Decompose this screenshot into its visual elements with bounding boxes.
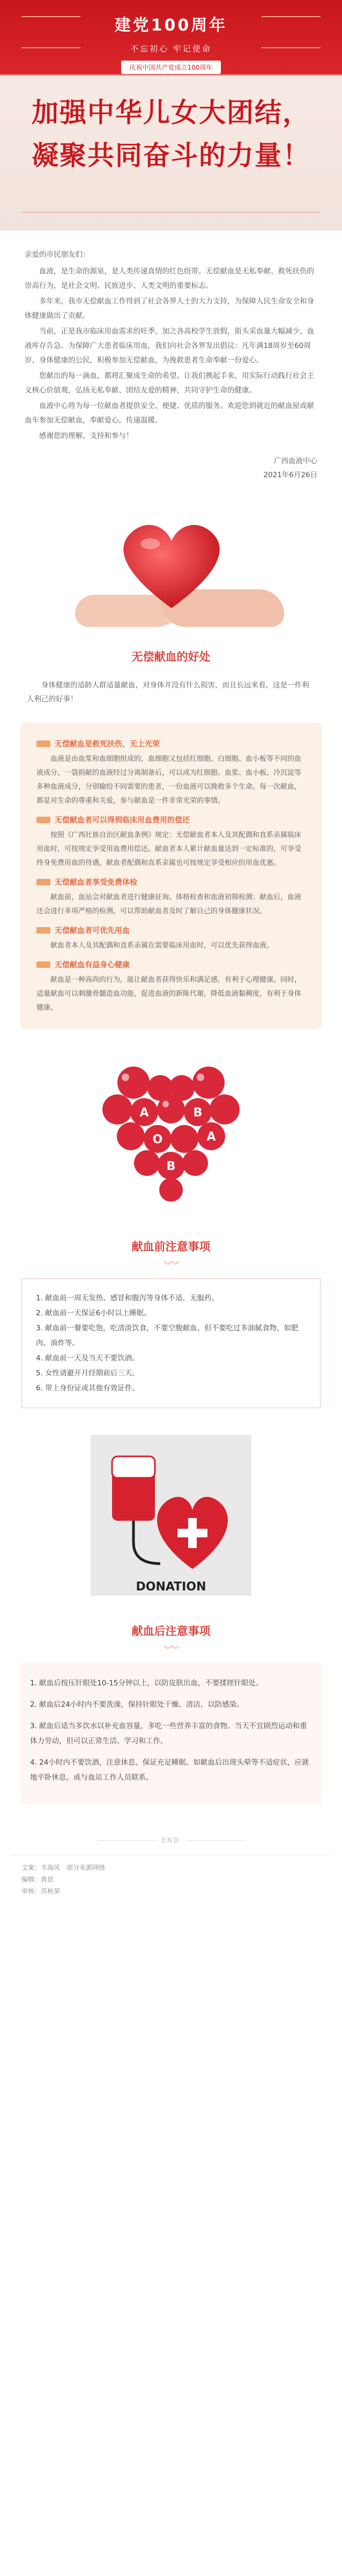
bullet-badge-icon	[36, 879, 50, 885]
header-top	[0, 0, 342, 75]
red-heart-icon	[113, 514, 231, 616]
blood-bag-heart-icon	[91, 1435, 251, 1596]
pre-note-item: 6. 带上身份证或其他有效证件。	[36, 1384, 139, 1393]
svg-text:B: B	[193, 1106, 203, 1120]
header-ribbon-right	[262, 16, 321, 48]
header-slogan-line2: 凝聚共同奋斗的力量！	[32, 140, 310, 171]
benefit-heading	[36, 815, 306, 825]
post-notes-header	[0, 1623, 342, 1655]
benefit-heading	[36, 877, 306, 887]
benefit-body-text: 献血者本人及其配偶和直系亲属在需要临床用血时，可以优先获得血液。	[50, 942, 274, 950]
benefit-heading-text: 无偿献血是救死扶伤，无上光荣	[55, 740, 160, 749]
letter-paragraph: 当前，正是我市临床用血需求的旺季，加之各高校学生放假，街头采血量大幅减少，血液库存告急。为保障广大患者临床用血，我们向社会各界发出倡议：凡年满18周岁至60周岁、身体健康的公民，积极参加无偿献血，为挽救患者生命奉献一份爱心。	[25, 327, 314, 365]
benefits-card	[20, 722, 322, 1029]
header-slogan-line1: 加强中华儿女大团结，	[32, 97, 310, 128]
benefit-body-text: 献血前，血站会对献血者进行健康征询、体格检查和血液初筛检测；献血后，血液还会进行多项严格的检测，可以帮助献血者及时了解自己的身体健康状况。	[36, 893, 302, 915]
benefits-title: 无偿献血的好处	[131, 650, 211, 663]
svg-text:B: B	[166, 1160, 176, 1173]
header-slogan	[11, 91, 331, 177]
bullet-badge-icon	[36, 817, 50, 823]
header-ribbon-left	[21, 16, 80, 48]
post-notes-title: 献血后注意事项	[131, 1625, 211, 1638]
benefit-heading-text: 无偿献血者享受免费体检	[55, 878, 137, 887]
benefit-body	[36, 828, 306, 870]
svg-text:O: O	[152, 1133, 163, 1146]
pre-note-item: 1. 献血前一周无发热、感冒和腹泻等身体不适，无服药。	[36, 1294, 219, 1302]
signature-org: 广西血液中心	[274, 457, 317, 465]
heart-balloons-illustration	[0, 1029, 342, 1227]
post-donation-notes	[0, 1623, 342, 1804]
benefit-heading	[36, 738, 306, 749]
donation-label: DONATION	[136, 1580, 206, 1594]
benefit-body	[36, 939, 306, 953]
blood-type-heart-icon	[85, 1050, 257, 1211]
chevron-down-icon: ︾︾	[163, 1260, 179, 1270]
signature-date: 2021年6月26日	[263, 471, 317, 479]
svg-text:A: A	[206, 1130, 216, 1144]
benefit-body	[36, 891, 306, 919]
header-subtitle: 不忘初心 牢记使命	[130, 44, 212, 54]
pre-notes-header	[0, 1238, 342, 1271]
benefit-body-text: 血液是由血浆和血细胞组成的，血细胞又包括红细胞、白细胞、血小板等不同的血液成分。一袋捐献的血液经过分离制备后，可以成为红细胞、血浆、血小板、冷沉淀等多种血液成分，分别输给不同需要的患者，一份血液可以挽救多个生命。每一次献血，都是对生命的尊重和关爱，参与献血是一件非常光荣的事情。	[36, 755, 302, 805]
credit-editor: 编辑：黄思	[21, 1876, 54, 1883]
pre-note-item: 2. 献血前一天保证6小时以上睡眠。	[36, 1309, 151, 1317]
header-divider	[21, 212, 321, 213]
benefit-heading	[36, 925, 306, 936]
letter-signature	[25, 454, 317, 482]
benefit-body	[36, 752, 306, 808]
donation-illustration	[0, 1408, 342, 1612]
heart-hands-illustration	[0, 504, 342, 638]
benefit-heading-text: 无偿献血者可以得到临床用血费用的偿还	[55, 816, 190, 825]
benefit-body-text: 献血是一种高尚的行为，能让献血者获得快乐和满足感，有利于心理健康。同时，适量献血可以刺激骨髓造血功能，促进血液的新陈代谢，降低血液黏稠度，有利于身体健康。	[36, 976, 302, 1012]
letter-paragraph: 多年来，我市无偿献血工作得到了社会各界人士的大力支持，为保障人民生命安全和身体健康做出了贡献。	[25, 297, 314, 320]
end-marker: ————— END —————	[0, 1837, 342, 1844]
benefits-section	[0, 648, 342, 1029]
benefits-intro: 身体健康的适龄人群适量献血，对身体并没有什么损害，而且长远来看，这是一件利人利己的好事！	[27, 681, 309, 704]
chevron-down-icon: ︾︾	[163, 1645, 179, 1655]
post-note-item: 3. 献血后适当多饮水以补充血容量，多吃一些营养丰富的食物。当天不宜剧烈运动和重体力劳动，但可以正常生活、学习和工作。	[30, 1722, 307, 1745]
svg-text:A: A	[139, 1106, 149, 1120]
post-note-item: 2. 献血后24小时内不要洗澡，保持针眼处干燥、清洁，以防感染。	[30, 1700, 244, 1709]
bullet-badge-icon	[36, 927, 50, 934]
letter-greeting: 亲爱的市民朋友们：	[25, 250, 90, 259]
initiative-letter	[0, 231, 342, 504]
header-banner	[0, 0, 342, 231]
pre-notes-box	[21, 1278, 321, 1408]
bullet-badge-icon	[36, 961, 50, 968]
letter-paragraph: 血液中心将为每一位献血者提供安全、便捷、优质的服务。欢迎您到就近的献血屋或献血车参加无偿献血，奉献爱心，传递温暖。	[25, 402, 314, 425]
benefit-heading-text: 无偿献血有益身心健康	[55, 961, 130, 969]
post-notes-box	[20, 1663, 322, 1804]
pre-note-item: 3. 献血前一餐要吃饱，吃清淡饮食，不要空腹献血，但不要吃过多油腻食物，如肥肉、油炸等。	[36, 1324, 299, 1348]
benefit-body	[36, 973, 306, 1015]
benefit-heading-text: 无偿献血者可优先用血	[55, 927, 130, 935]
letter-paragraph: 感谢您的理解、支持和参与！	[39, 432, 133, 440]
post-note-item: 1. 献血后按压针眼处10-15分钟以上，以防皮肤出血，不要揉搓针眼处。	[30, 1679, 263, 1687]
letter-paragraph: 血液，是生命的源泉，是人类传递真情的红色纽带。无偿献血是无私奉献、救死扶伤的崇高行为，是社会文明、民族进步、人类文明的重要标志。	[25, 267, 314, 290]
header-tag: 庆祝中国共产党成立100周年	[121, 61, 221, 74]
header-title: 建党100周年	[114, 16, 228, 35]
pre-notes-title: 献血前注意事项	[131, 1240, 211, 1253]
benefit-heading	[36, 959, 306, 970]
pre-donation-notes	[0, 1238, 342, 1408]
post-note-item: 4. 24小时内不要饮酒，注意休息，保证充足睡眠。如献血后出现头晕等不适症状，应就地平卧休息，或与血站工作人员联系。	[30, 1758, 309, 1782]
pre-note-item: 5. 女性请避开月经期前后三天。	[36, 1369, 139, 1378]
credits	[11, 1855, 331, 1908]
letter-paragraph: 您献出的每一滴血，都将汇聚成生命的希望。让我们携起手来，用实际行动践行社会主义核心价值观，弘扬无私奉献、团结友爱的精神，共同守护生命的健康。	[25, 372, 314, 395]
credit-reviewer: 审核：苏秋荣	[21, 1887, 61, 1895]
bullet-badge-icon	[36, 741, 50, 747]
benefit-body-text: 按照《广西壮族自治区献血条例》规定：无偿献血者本人及其配偶和直系亲属临床用血时，可按规定享受用血费用偿还。献血者本人累计献血量达到一定标准的，可享受终身免费用血的待遇，献血者配偶和直系亲属也可按规定享受相应的用血优惠。	[36, 831, 302, 867]
credit-copywriter: 文案：韦海凤 部分来源网络	[21, 1864, 106, 1871]
pre-note-item: 4. 献血前一天及当天不要饮酒。	[36, 1354, 139, 1363]
